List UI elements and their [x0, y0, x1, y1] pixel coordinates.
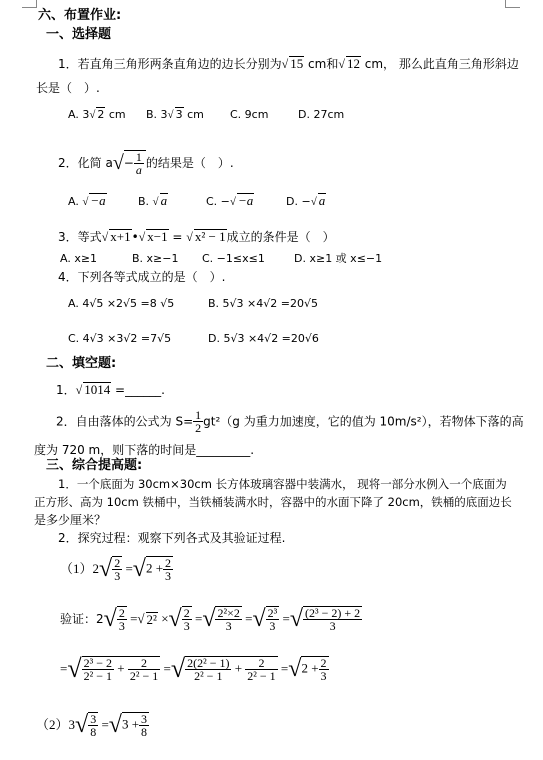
homework-heading: 六、布置作业: [38, 8, 122, 23]
choice-q4-options-row2: C. 4√3 ×3√2 =7√5 D. 5√3 ×4√2 =20√6 [68, 332, 319, 345]
choice-q1-options [68, 107, 344, 123]
choice-q2-options: A. √ −a B. √ a C. −√ −a D. −√ a [68, 193, 326, 208]
comp-q1-line1: 1．一个底面为 30cm×30cm 长方体玻璃容器中装满水， 现将一部分水例入一个底面为 [58, 477, 507, 491]
choice-q3-options: A. x≥1 B. x≥−1 C. −1≤x≤1 D. x≥1 或 x≤−1 [60, 252, 383, 265]
choice-q4-line: 4．下列各等式成立的是（ ）. [58, 270, 226, 284]
example-1: （1）2√ $\frac{2}{3}$ =√2 + $\frac{2}{3}$ [60, 556, 172, 583]
comp-q1-line3: 是多少厘米？ [34, 513, 107, 527]
corner-mark-right [505, 0, 520, 8]
fill-q2-line1: 2．自由落体的公式为 S= $\frac{1}{2}$ gt²（g 为重力加速度，它的值为 10m/s²），若物体下落的高 [56, 408, 524, 435]
verification-line2: =√ $\frac{\text{2³ − 2}}{\text{2² − 1}}$ + $\frac{2}{\text{2² − 1}}$ =√ $\frac{\text{2(2² − 1)}}{\text{2² − 1}}$ + $\frac{2}{\text{2² − 1}}$ =√2 + $\frac{2}{3}$ [60, 654, 327, 683]
example-2: （2）3√ $\frac{3}{8}$ =√3 + $\frac{3}{8}$ [36, 712, 148, 739]
choice-q1-line2: 长是（ ）. [36, 81, 100, 95]
section-fill-title: 二、填空题: [46, 356, 117, 371]
verification-line1: 验证：2√ $\frac{2}{3}$ =√ 2² ×√ $\frac{2}{3}$ =√ $\frac{\text{2²×2}}{3}$ =√ $\frac{\text{2³}}{3}$ =√ $\frac{\text{(2³ − 2) + 2}}{3}$ [60, 606, 361, 633]
choice-q4-options-row1: A. 4√5 ×2√5 =8 √5 B. 5√3 ×4√2 =20√5 [68, 297, 318, 310]
fill-q2-line2: 度为 720 m，则下落的时间是_________. [34, 443, 255, 457]
q1-option-a: A. 3√ 2 cm [68, 108, 126, 121]
fill-q1-line: 1．√ 1014 =______. [56, 382, 165, 397]
corner-mark-left [22, 0, 37, 8]
q1-option-c: C. 9cm [230, 108, 269, 121]
choice-q3-line: 3．等式√ x+1•√ x−1 = √ x² − 1成立的条件是（ ） [58, 229, 335, 244]
comp-q1-line2: 正方形、高为 10cm 铁桶中，当铁桶装满水时，容器中的水面下降了 20cm，铁桶的底面边长 [34, 495, 512, 509]
q1-option-b: B. 3√ 3 cm [146, 108, 204, 121]
section-comprehensive-title: 三、综合提高题: [46, 458, 143, 473]
comp-q2-line: 2．探究过程：观察下列各式及其验证过程. [58, 531, 286, 545]
section-choice-title: 一、选择题 [46, 27, 112, 42]
choice-q2-line: 2．化简 a√− $\frac{1}{a}$ 的结果是（ ）. [58, 150, 234, 177]
q1-option-d: D. 27cm [298, 108, 345, 121]
choice-q1-line1: 1．若直角三角形两条直角边的边长分别为√ 15 cm和√ 12 cm， 那么此直角三角形斜边 [58, 56, 519, 71]
